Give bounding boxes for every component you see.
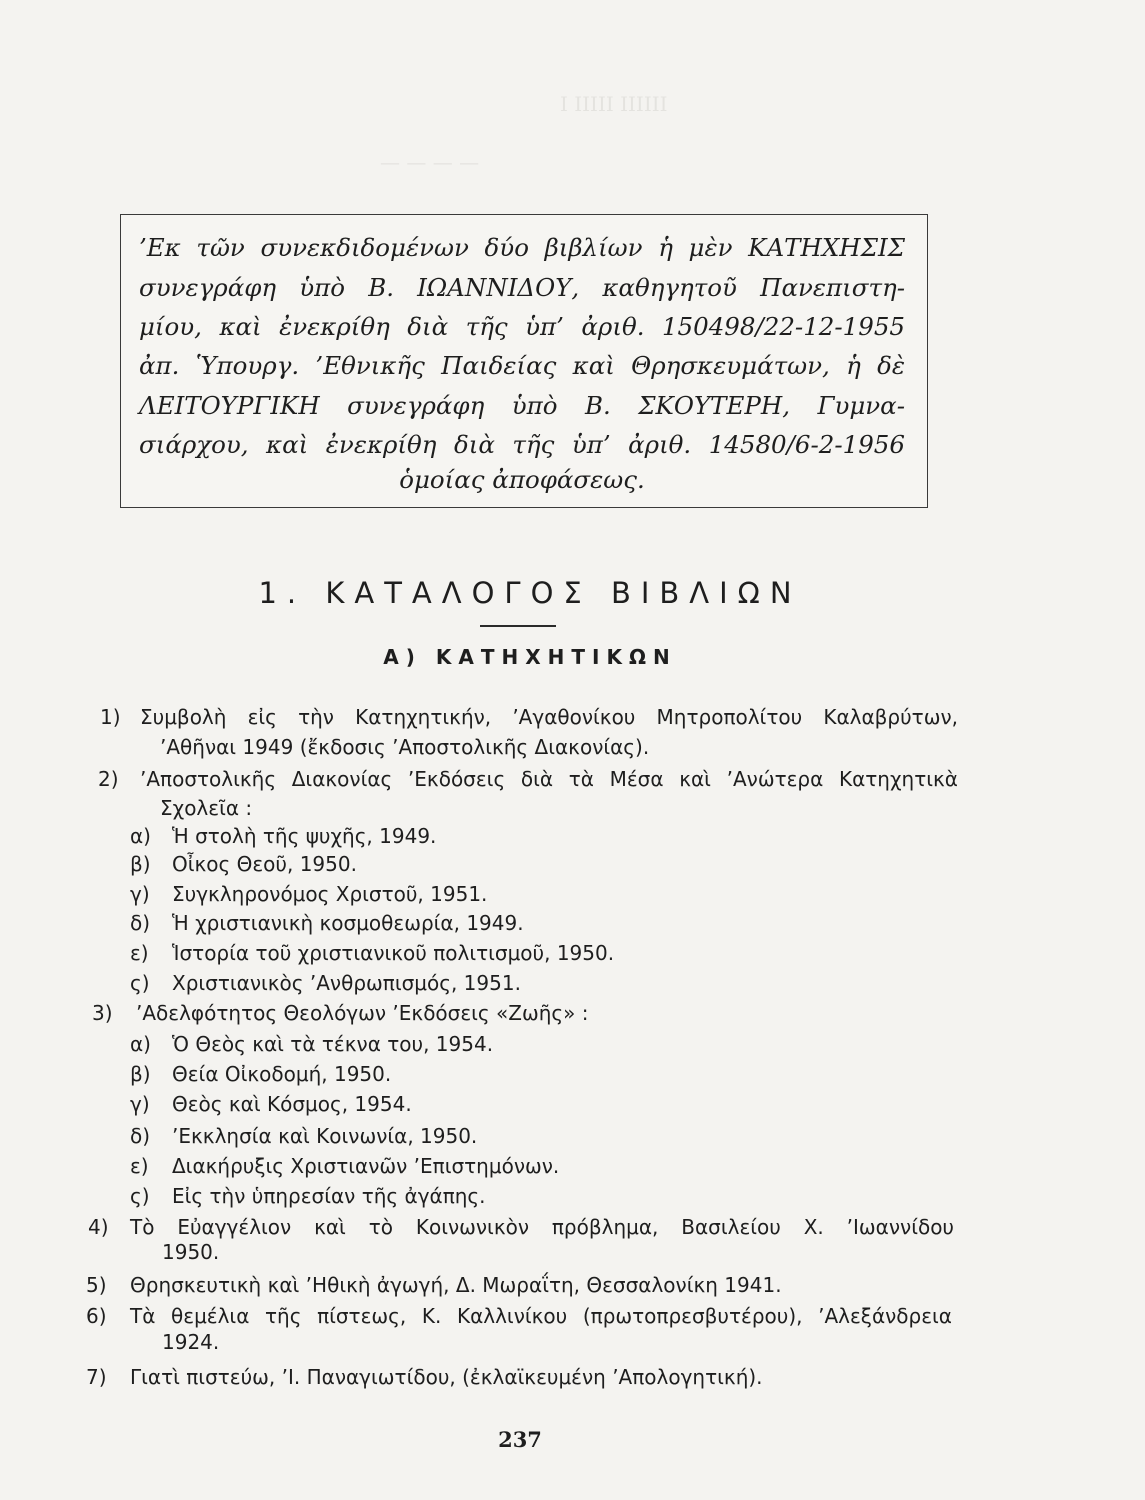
approval-notice-box <box>120 214 928 508</box>
title-divider <box>480 625 556 627</box>
item-number: γ) <box>130 1092 150 1116</box>
notice-line: μίου, καὶ ἐνεκρίθη διὰ τῆς ὑπ’ ἀριθ. 150498/22-12-1955 <box>139 312 905 341</box>
item-number: 7) <box>86 1365 107 1389</box>
notice-line: σιάρχου, καὶ ἐνεκρίθη διὰ τῆς ὑπ’ ἀριθ. 14580/6-2-1956 <box>139 430 905 459</box>
item-number: ε) <box>130 1154 149 1178</box>
bleed-through: Ι ΙΙΙΙΙ ΙΙΙΙΙΙ <box>560 92 668 116</box>
catalog-title: 1. ΚΑΤΑΛΟΓΟΣ ΒΙΒΛΙΩΝ <box>258 576 802 610</box>
item-text: Θρησκευτικὴ καὶ ’Ηθικὴ ἀγωγή, Δ. Μωραΐτη, Θεσσαλονίκη 1941. <box>130 1273 782 1297</box>
item-number: 3) <box>92 1001 113 1025</box>
item-text: Ἡ στολὴ τῆς ψυχῆς, 1949. <box>172 824 437 848</box>
bleed-through: — — — — <box>380 150 480 174</box>
item-text: Εἰς τὴν ὑπηρεσίαν τῆς ἀγάπης. <box>172 1184 486 1208</box>
item-number: 2) <box>98 767 119 791</box>
item-text: ’Εκκλησία καὶ Κοινωνία, 1950. <box>172 1124 478 1148</box>
item-text: 1950. <box>162 1240 220 1264</box>
item-number: 1) <box>100 705 121 729</box>
item-number: ε) <box>130 941 149 965</box>
item-text: Ἱστορία τοῦ χριστιανικοῦ πολιτισμοῦ, 1950. <box>172 941 615 965</box>
item-text: Διακήρυξις Χριστιανῶν ’Επιστημόνων. <box>172 1154 560 1178</box>
item-number: δ) <box>130 911 151 935</box>
item-text: 1924. <box>162 1330 220 1354</box>
item-number: γ) <box>130 882 150 906</box>
item-number: ς) <box>130 1184 150 1208</box>
page-number: 237 <box>498 1427 542 1452</box>
item-text: ’Αποστολικῆς Διακονίας ’Εκδόσεις διὰ τὰ Μέσα καὶ ’Ανώτερα Κατηχητικὰ <box>140 767 958 791</box>
item-text: Σχολεῖα : <box>160 796 253 820</box>
item-text: Οἶκος Θεοῦ, 1950. <box>172 852 357 876</box>
item-number: α) <box>130 1032 151 1056</box>
item-text: Τὸ Εὐαγγέλιον καὶ τὸ Κοινωνικὸν πρόβλημα, Βασιλείου Χ. ’Ιωαννίδου <box>130 1215 954 1239</box>
item-text: Θεὸς καὶ Κόσμος, 1954. <box>172 1092 412 1116</box>
item-number: δ) <box>130 1124 151 1148</box>
notice-line: ΛΕΙΤΟΥΡΓΙΚΗ συνεγράφη ὑπὸ Β. ΣΚΟΥΤΕΡΗ, Γυμνα- <box>139 391 905 420</box>
section-title: Α) ΚΑΤΗΧΗΤΙΚΩΝ <box>383 645 677 669</box>
notice-line: ἀπ. Ὑπουργ. ’Εθνικῆς Παιδείας καὶ Θρησκευμάτων, ἡ δὲ <box>139 351 905 380</box>
item-number: 6) <box>86 1304 107 1328</box>
notice-line: ’Εκ τῶν συνεκδιδομένων δύο βιβλίων ἡ μὲν ΚΑΤΗΧΗΣΙΣ <box>139 233 905 262</box>
item-text: Ἡ χριστιανικὴ κοσμοθεωρία, 1949. <box>172 911 524 935</box>
item-number: 5) <box>86 1273 107 1297</box>
item-number: 4) <box>88 1215 109 1239</box>
item-text: Γιατὶ πιστεύω, ’Ι. Παναγιωτίδου, (ἐκλαϊκευμένη ’Απολογητική). <box>130 1365 763 1389</box>
item-text: Θεία Οἰκοδομή, 1950. <box>172 1062 392 1086</box>
notice-line: συνεγράφη ὑπὸ Β. ΙΩΑΝΝΙΔΟΥ, καθηγητοῦ Πανεπιστη- <box>139 273 905 302</box>
item-number: ς) <box>130 971 150 995</box>
item-number: β) <box>130 1062 151 1086</box>
item-text: Συγκληρονόμος Χριστοῦ, 1951. <box>172 882 488 906</box>
notice-line: ὁμοίας ἀποφάσεως. <box>399 465 645 494</box>
item-text: Τὰ θεμέλια τῆς πίστεως, Κ. Καλλινίκου (πρωτοπρεσβυτέρου), ’Αλεξάνδρεια <box>130 1304 952 1328</box>
item-text: Χριστιανικὸς ’Ανθρωπισμός, 1951. <box>172 971 521 995</box>
item-text: ’Αθῆναι 1949 (ἔκδοσις ’Αποστολικῆς Διακονίας). <box>160 735 650 759</box>
item-number: α) <box>130 824 151 848</box>
item-text: Συμβολὴ εἰς τὴν Κατηχητικήν, ’Αγαθονίκου Μητροπολίτου Καλαβρύτων, <box>140 705 958 729</box>
item-text: Ὁ Θεὸς καὶ τὰ τέκνα του, 1954. <box>172 1032 494 1056</box>
item-text: ’Αδελφότητος Θεολόγων ’Εκδόσεις «Ζωῆς» : <box>136 1001 589 1025</box>
item-number: β) <box>130 852 151 876</box>
